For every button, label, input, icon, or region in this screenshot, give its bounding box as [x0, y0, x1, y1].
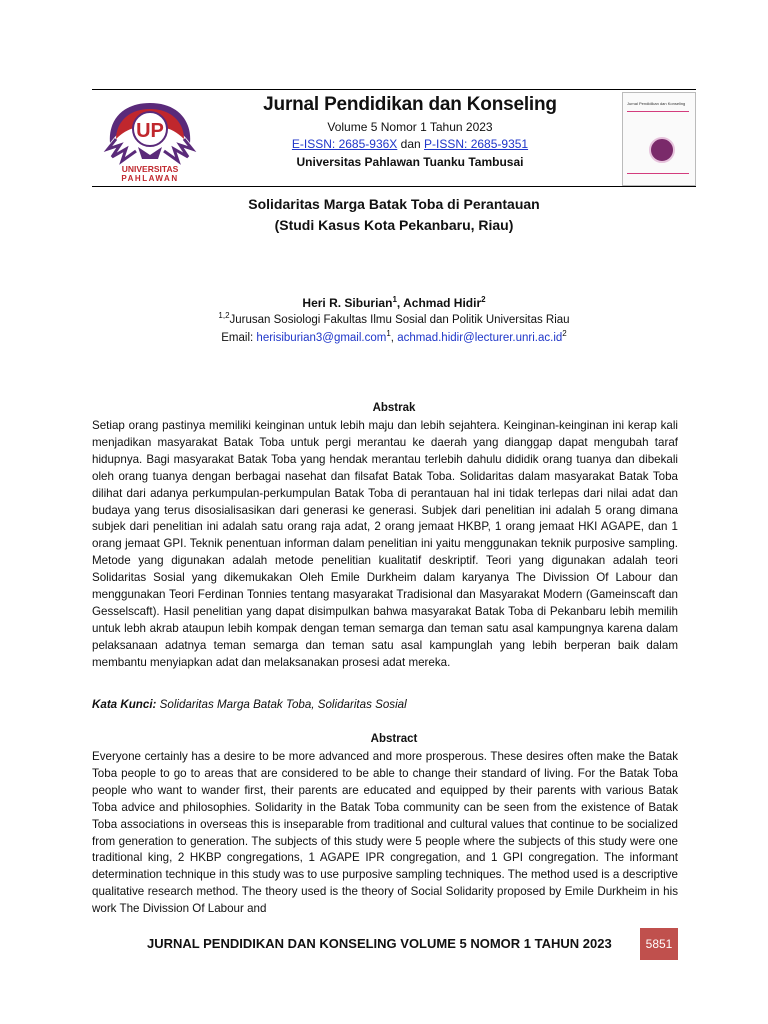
- email-link-1[interactable]: herisiburian3@gmail.com: [256, 332, 387, 344]
- header-bottom-rule: [92, 186, 696, 187]
- journal-volume: Volume 5 Nomor 1 Tahun 2023: [327, 120, 493, 134]
- svg-text:UNIVERSITAS: UNIVERSITAS: [121, 164, 179, 174]
- svg-text:UP: UP: [136, 120, 164, 142]
- cover-divider: [627, 173, 689, 174]
- abstract-en-heading: Abstract: [370, 733, 418, 745]
- author-affiliation: [92, 311, 696, 326]
- author-separator: ,: [396, 296, 404, 310]
- article-title-line2: (Studi Kasus Kota Pekanbaru, Riau): [274, 217, 514, 233]
- email-label: Email:: [221, 332, 257, 344]
- journal-cover-thumbnail: [622, 92, 696, 186]
- journal-issn: [200, 137, 620, 151]
- affiliation-sup: 1,2: [218, 311, 230, 321]
- university-name: Universitas Pahlawan Tuanku Tambusai: [296, 155, 524, 169]
- email-separator: ,: [390, 332, 398, 344]
- article-authors: [92, 296, 696, 310]
- article-title-line1: Solidaritas Marga Batak Toba di Perantauan: [248, 196, 540, 212]
- university-logo: [102, 93, 198, 185]
- author-2: Achmad Hidir: [403, 296, 482, 310]
- svg-text:PAHLAWAN: PAHLAWAN: [121, 174, 179, 183]
- issn-joiner: dan: [400, 137, 421, 151]
- cover-logo-icon: [649, 137, 675, 163]
- author-1-sup: 1: [392, 295, 397, 304]
- pissn-link[interactable]: P-ISSN: 2685-9351: [424, 137, 529, 151]
- cover-title: Jurnal Pendidikan dan Konseling: [627, 101, 686, 106]
- keywords-text: Solidaritas Marga Batak Toba, Solidaritas Sosial: [156, 698, 407, 711]
- header-top-rule: [92, 89, 696, 90]
- cover-divider: [627, 111, 689, 112]
- email-1-sup: 1: [386, 329, 391, 339]
- keywords-label: Kata Kunci:: [92, 698, 157, 711]
- email-2-sup: 2: [562, 329, 567, 339]
- footer-journal-line: JURNAL PENDIDIKAN DAN KONSELING VOLUME 5 NOMOR 1 TAHUN 2023: [147, 936, 612, 951]
- eissn-link[interactable]: E-ISSN: 2685-936X: [291, 137, 398, 151]
- affiliation-text: Jurusan Sosiologi Fakultas Ilmu Sosial dan Politik Universitas Riau: [229, 314, 570, 326]
- author-emails: [92, 329, 696, 344]
- journal-title: Jurnal Pendidikan dan Konseling: [263, 94, 557, 115]
- author-2-sup: 2: [481, 295, 486, 304]
- abstract-id-text: Setiap orang pastinya memiliki keinginan untuk lebih maju dan lebih sejahtera. Keinginan-keinginan ini kerap kali menjadikan masyarakat Batak Toba untuk pergi merantau ke daerah yang dianggap dapat mengubah taraf hidupnya. Bagi masyarakat Batak Toba yang hendak merantau terlebih dahulu dididik orang tuanya dan dibekali oleh orang tuanya dengan berbagai nasehat dan filsafat Batak Toba. Solidaritas dalam masyarakat Batak Toba dilihat dari adanya perkumpulan-perkumpulan Batak Toba di perantauan hal ini tidak terlepas dari nilai adat dan budaya yang terus disosialisasikan dari generasi ke generasi. Subjek dari penelitian ini adalah 5 orang dimana subjek dari penelitian ini adalah satu orang raja adat, 2 orang jemaat HKBP, 1 orang jemaat HKI AGAPE, dan 1 orang jemaat GPI. Teknik penentuan informan dalam penelitian ini yaitu menggunakan teknik purposive sampling. Metode yang digunakan adalah metode penelitian kualitatif deskriptif. Teori yang digunakan adalah teori Solidaritas Sosial yang dikemukakan Oleh Emile Durkheim dalam karyanya The Divission Of Labour dan menggunakan Teori Ferdinan Tonnies tentang masyarakat Tradisional dan Masyarakat Modern (Gameinscaft dan Gesselscaft). Hasil penelitian yang dapat disimpulkan bahwa masyarakat Batak Toba di Pekanbaru lebih memilih untuk lebh akrab ataupun lebih kompak dengan teman semarga dan teman satu asal kampungnya karena dalam pelaksanaan adatnya teman semarga dan teman satu asal kampunglah yang lebih berperan baik dalam membantu menyiapkan adat dan melaksanakan prosesi adat mereka.: [92, 419, 678, 669]
- abstract-id-heading: Abstrak: [372, 402, 416, 414]
- abstract-en-text: Everyone certainly has a desire to be more advanced and more prosperous. These desires often make the Batak Toba people to go to areas that are considered to be able to change their standard of living. For the Batak Toba people who want to wander first, their parents are educated and equipped by their parents with various Batak Toba advice and philosophies. Solidarity in the Batak Toba community can be seen from the existence of Batak Toba associations in overseas this is inseparable from traditional and cultural values that continue to be socialized from generation to generation. The subjects of this study were 5 people where the subjects of this study were one traditional king, 2 HKBP congregations, 1 AGAPE IPR congregation, and 1 GPI congregation. The informant determination technique in this study was to use purposive sampling techniques. The method used is a descriptive qualitative research method. The theory used is the theory of Social Solidarity proposed by Emile Durkheim in his work The Divission Of Labour and: [92, 750, 678, 916]
- page-number-badge: 5851: [640, 928, 678, 960]
- email-link-2[interactable]: achmad.hidir@lecturer.unri.ac.id: [397, 332, 563, 344]
- keywords: [92, 698, 407, 711]
- author-1: Heri R. Siburian: [302, 296, 393, 310]
